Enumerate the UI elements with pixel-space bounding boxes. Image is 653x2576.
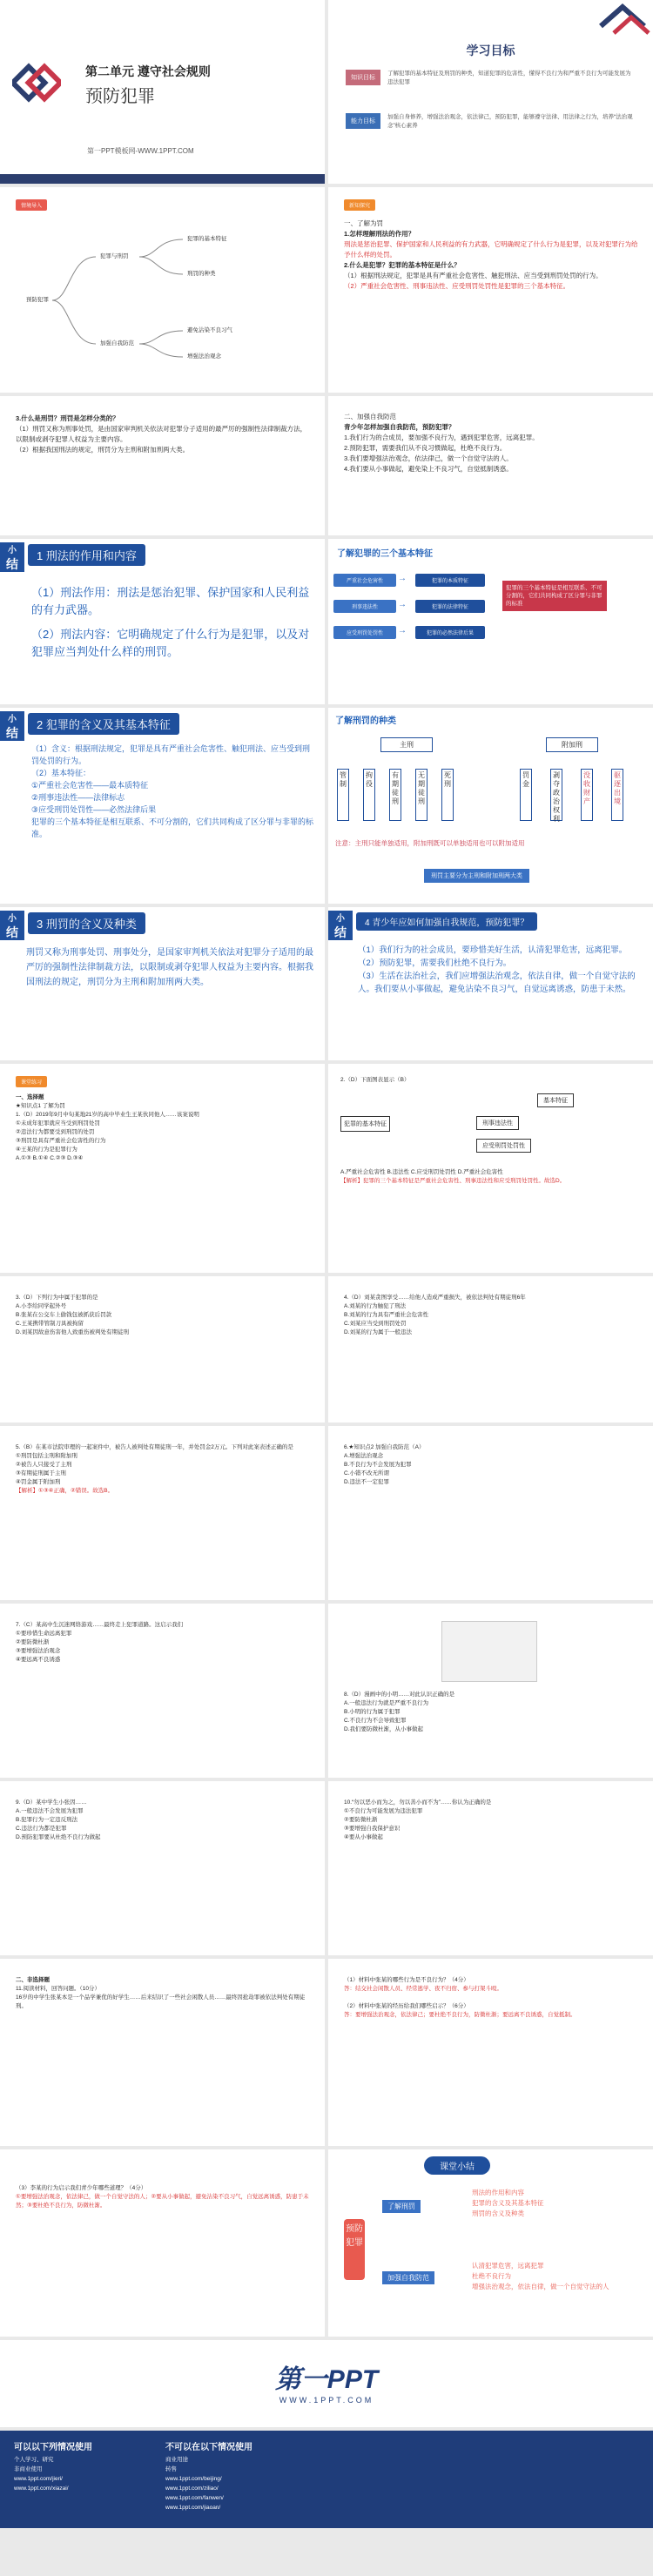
decor-bar bbox=[0, 174, 325, 184]
summary-title: 1 刑法的作用和内容 bbox=[28, 544, 145, 566]
mindmap-root: 预防犯罪 bbox=[344, 2219, 365, 2280]
s6-q: 青少年怎样加强自我防范，预防犯罪？ bbox=[344, 423, 455, 431]
feature-box: 应受刑罚处罚性 bbox=[333, 626, 396, 639]
goals-slide[interactable] bbox=[328, 0, 653, 184]
map-root: 预防犯罪 bbox=[26, 297, 49, 303]
summary2-p2: （2）基本特征： bbox=[31, 769, 91, 777]
ex4-opt: C.刘某应当受到刑罚处罚 bbox=[344, 1321, 407, 1327]
ex4-opt: B.刘某的行为具有严重社会危害性 bbox=[344, 1312, 429, 1318]
ex10-opt: ④要从小事做起 bbox=[344, 1834, 383, 1840]
extra-penalty-label: 附加刑 bbox=[546, 737, 598, 752]
summary-badge: 小 结 bbox=[328, 911, 353, 940]
goal-text: 加强自身修养，增强法治观念，依法律己，预防犯罪，能够遵守法律、用法律之行为，培养“法治观念”核心素养 bbox=[387, 114, 633, 129]
summary-badge: 小 结 bbox=[0, 711, 24, 741]
footer-left-title: 可以以下列情况使用 bbox=[14, 2443, 92, 2452]
penalty-title: 了解刑罚的种类 bbox=[335, 716, 396, 726]
footer-right-line[interactable]: www.1ppt.com/beijing/ bbox=[165, 2476, 222, 2482]
summary2-f1: ①严重社会危害性——最本质特征 bbox=[31, 781, 149, 790]
exercise-13-slide[interactable] bbox=[0, 2149, 325, 2337]
ex11-q: 11.阅读材料，回答问题。（10分） bbox=[16, 1986, 101, 1992]
feature-box: 严重社会危害性 bbox=[333, 574, 396, 587]
section-tag: 新知探究 bbox=[344, 199, 375, 211]
s4-p1: 刑法是惩治犯罪、保护国家和人民利益的有力武器，它明确规定了什么行为是犯罪，以及对犯罪行为给予什么样的处罚。 bbox=[344, 240, 638, 259]
ex6-opt: B.不良行为不会发展为犯罪 bbox=[344, 1462, 412, 1468]
ex13-a: ①要增强法治观念，依法律己，做一个自觉守法的人；②要从小事做起，避免沾染不良习气，自觉远离诱惑，防患于未然；③要杜绝不良行为，防微杜渐。 bbox=[16, 2194, 309, 2209]
ex9-q: 9.（D）某中学生小张因…… bbox=[16, 1799, 87, 1806]
main-penalty-label: 主刑 bbox=[380, 737, 433, 752]
mindmap-leaf: 增强法治观念，依法自律，做一个自觉守法的人 bbox=[472, 2283, 609, 2290]
exercise-1-slide[interactable] bbox=[0, 1064, 325, 1273]
ex5-opt: ②被告人只接受了主刑 bbox=[16, 1462, 72, 1468]
map-branch-1: 犯罪与刑罚 bbox=[100, 253, 129, 259]
ex6-q: 6.★知识点2 加强自我防范（A） bbox=[344, 1444, 425, 1450]
footer-panel bbox=[0, 2431, 653, 2528]
promo-url: WWW.1PPT.COM bbox=[279, 2396, 374, 2404]
section-tag: 情境导入 bbox=[16, 199, 47, 211]
main-item: 死刑 bbox=[441, 769, 454, 821]
promo-banner[interactable] bbox=[0, 2340, 653, 2427]
mindmap-leaf: 杜绝不良行为 bbox=[472, 2272, 511, 2280]
logo-rings-icon bbox=[12, 63, 61, 104]
penalty-note: 注意：主刑只能单独适用，附加刑既可以单独适用也可以附加适用 bbox=[335, 839, 525, 847]
map-leaf: 犯罪的基本特征 bbox=[187, 236, 227, 242]
ex3-opt: B.张某在公交车上偷钱包被抓获后罚款 bbox=[16, 1312, 112, 1318]
ex7-q: 7.（C）某高中生沉迷网络游戏……最终走上犯罪道路。这启示我们 bbox=[16, 1622, 184, 1628]
goal-row-1 bbox=[346, 70, 633, 87]
map-leaf: 增强法治观念 bbox=[187, 353, 221, 360]
ex10-opt: ②要防微杜渐 bbox=[344, 1817, 378, 1823]
ex2-q: 2.（D）下面图表显示（B） bbox=[340, 1077, 410, 1083]
ex2-row: 基本特征 bbox=[537, 1093, 574, 1107]
extra-item: 罚金 bbox=[520, 769, 532, 821]
main-item: 有期徒刑 bbox=[389, 769, 401, 821]
site-url: 第一PPT模板网-WWW.1PPT.COM bbox=[87, 147, 194, 155]
goal-text: 了解犯罪的基本特征及刑罚的种类，知道犯罪的危害性，懂得不良行为和严重不良行为可能发展为违法犯罪 bbox=[387, 71, 631, 85]
penalty-foot: 刑罚主要分为主刑和附加刑两大类 bbox=[424, 869, 529, 883]
lesson-title: 预防犯罪 bbox=[85, 87, 155, 106]
s4-p2b: （2）严重社会危害性、刑事违法性、应受刑罚处罚性是犯罪的三个基本特征。 bbox=[344, 282, 570, 290]
exercise-3-slide[interactable] bbox=[0, 1276, 325, 1423]
summary2-p1: （1）含义：根据刑法规定，犯罪是具有严重社会危害性、触犯刑法、应当受到刑罚处罚的行为。 bbox=[31, 744, 311, 765]
feature-mid: 犯罪的法律特征 bbox=[415, 600, 485, 613]
ex2-row: 应受刑罚处罚性 bbox=[476, 1139, 531, 1153]
summary2-p3: 犯罪的三个基本特征是相互联系、不可分割的，它们共同构成了区分罪与非罪的标准。 bbox=[31, 817, 314, 838]
goal-row-2 bbox=[346, 113, 633, 131]
s6-p2: 2.预防犯罪，需要我们从不良习惯做起，杜绝不良行为。 bbox=[344, 444, 507, 452]
summary4-p3: （3）生活在法治社会，我们应增强法治观念，依法自律，做一个自觉守法的人。我们要从小事做起，避免沾染不良习气，自觉远离诱惑，防患于未然。 bbox=[358, 972, 636, 994]
self-defense-slide[interactable] bbox=[328, 396, 653, 535]
ex2-opts: A.严重社会危害性 B.违法性 C.应受刑罚处罚性 D.严重社会危害性 bbox=[340, 1169, 503, 1175]
penalty-types-slide[interactable] bbox=[328, 708, 653, 904]
cover-slide[interactable] bbox=[0, 0, 325, 184]
ex10-q: 10.“勿以恶小而为之，勿以善小而不为”……你认为正确的是 bbox=[344, 1799, 492, 1806]
exercise-7-slide[interactable] bbox=[0, 1604, 325, 1778]
ex4-opt: D.刘某的行为属于一般违法 bbox=[344, 1329, 412, 1335]
ex1-opt: ②违法行为都要受到刑罚的处罚 bbox=[16, 1129, 95, 1135]
goal-label: 知识目标 bbox=[346, 70, 380, 85]
ex10-opt: ①不良行为可能发展为违法犯罪 bbox=[344, 1808, 423, 1814]
summary2-f3: ③应受刑罚处罚性——必然法律后果 bbox=[31, 805, 157, 814]
ex8-opt: A.一般违法行为就是严重不良行为 bbox=[344, 1700, 429, 1706]
exercise-5-slide[interactable] bbox=[0, 1426, 325, 1600]
ex1-q: 1.（D）2019年9月中旬某地21岁的高中毕业生王某伙同他人……该案说明 bbox=[16, 1112, 199, 1118]
promo-logo: 第一PPT bbox=[274, 2365, 379, 2394]
ex7-opt: ③要增强法治观念 bbox=[16, 1648, 61, 1654]
summary-badge: 小 结 bbox=[0, 542, 24, 572]
exercise-10-slide[interactable] bbox=[328, 1781, 653, 1955]
ex6-opt: C.小错不改无所谓 bbox=[344, 1470, 389, 1476]
ex1-opt: ①未成年犯罪就应当受到刑罚处罚 bbox=[16, 1120, 100, 1127]
ex12-a1: 答：结交社会闲散人员、经常逃学、夜不归宿、参与打架斗殴。 bbox=[344, 1986, 502, 1992]
map-leaf: 刑罚的种类 bbox=[187, 271, 216, 277]
mindmap-leaf: 刑法的作用和内容 bbox=[472, 2189, 524, 2196]
ex5-opt: ③有期徒刑属于主刑 bbox=[16, 1470, 66, 1476]
feature-mid: 犯罪的本质特征 bbox=[415, 574, 485, 587]
summary3-p: 刑罚又称为刑事处罚、刑事处分，是国家审判机关依法对犯罪分子适用的最严厉的强制性法律制裁方法，以限制或剥夺犯罪人权益为主要内容。根据我国刑法的规定，刑罚分为主刑和附加刑两大类。 bbox=[26, 948, 313, 987]
feature-mid: 犯罪的必然法律后果 bbox=[415, 626, 485, 639]
exercise-8-slide[interactable] bbox=[328, 1604, 653, 1778]
mindmap-leaf: 犯罪的含义及其基本特征 bbox=[472, 2199, 544, 2207]
summary4-p1: （1）我们行为的社会成员，要珍惜美好生活，认清犯罪危害，远离犯罪。 bbox=[358, 945, 628, 955]
new-knowledge-slide[interactable] bbox=[328, 187, 653, 393]
ex3-opt: C.王某携带管制刀具被拘留 bbox=[16, 1321, 84, 1327]
s4-title: 一、了解为罚 bbox=[344, 219, 383, 227]
summary-4-slide[interactable] bbox=[328, 907, 653, 1060]
ex5-q: 5.（B）在某市法院审理的一起案件中，被告人被判处有期徒刑一年，并处罚金2万元。下列对此案表述正确的是 bbox=[16, 1444, 293, 1450]
s6-p3: 3.我们要增强法治观念，依法律己，做一个自觉守法的人。 bbox=[344, 454, 513, 462]
goal-label: 能力目标 bbox=[346, 113, 380, 129]
arrow-icon: → bbox=[398, 574, 407, 583]
exercise-2-slide[interactable] bbox=[328, 1064, 653, 1273]
ex5-opt: ①刑罚包括主刑和附加刑 bbox=[16, 1453, 77, 1459]
summary-title: 2 犯罪的含义及其基本特征 bbox=[28, 713, 179, 735]
ex3-opt: D.刘某因故意伤害他人致重伤被判处有期徒刑 bbox=[16, 1329, 129, 1335]
corner-chevron-icon bbox=[592, 0, 653, 35]
ex11-title: 二、非选择题 bbox=[16, 1977, 50, 1983]
summary-title: 3 刑罚的含义及种类 bbox=[28, 912, 145, 934]
ex6-opt: D.违法不一定犯罪 bbox=[344, 1479, 389, 1485]
s4-q1: 1.怎样理解刑法的作用？ bbox=[344, 230, 415, 238]
summary-1-slide[interactable] bbox=[0, 539, 325, 704]
exercise-11-slide[interactable] bbox=[0, 1959, 325, 2146]
feature-box: 刑事违法性 bbox=[333, 600, 396, 613]
cartoon-image bbox=[441, 1621, 537, 1682]
ex1-opt: ③刑罚是具有严重社会危害性的行为 bbox=[16, 1138, 106, 1144]
ex10-opt: ③要增强自我保护意识 bbox=[344, 1826, 401, 1832]
three-features-slide[interactable] bbox=[328, 539, 653, 704]
exercise-9-slide[interactable] bbox=[0, 1781, 325, 1955]
summary-badge: 小 结 bbox=[0, 911, 24, 940]
features-title: 了解犯罪的三个基本特征 bbox=[337, 549, 433, 559]
goals-title: 学习目标 bbox=[466, 44, 515, 57]
summary1-p2: （2）刑法内容：它明确规定了什么行为是犯罪，以及对犯罪应当判处什么样的刑罚。 bbox=[31, 628, 310, 658]
footer-left-line[interactable]: www.1ppt.com/xiazai/ bbox=[14, 2485, 69, 2492]
s4-q2: 2.什么是犯罪？犯罪的基本特征是什么？ bbox=[344, 261, 461, 269]
mindmap-header: 课堂小结 bbox=[424, 2156, 490, 2175]
ex9-opt: C.违法行为都是犯罪 bbox=[16, 1826, 67, 1832]
map-leaf: 避免沾染不良习气 bbox=[187, 327, 232, 333]
exercise-6-slide[interactable] bbox=[328, 1426, 653, 1600]
ex1-sub: ★知识点1 了解为罚 bbox=[16, 1103, 65, 1109]
ex8-opt: B.小明的行为属于犯罪 bbox=[344, 1709, 401, 1715]
ex6-opt: A.增强法治观念 bbox=[344, 1453, 384, 1459]
main-item: 无期徒刑 bbox=[415, 769, 427, 821]
ex1-answers: A.①③ B.①④ C.②③ D.③④ bbox=[16, 1155, 84, 1161]
arrow-icon: → bbox=[398, 600, 407, 609]
main-item: 拘役 bbox=[363, 769, 375, 821]
ex12-a2: 答：要增强法治观念，依法律己；要杜绝不良行为，防微杜渐；要远离不良诱惑，自觉抵制。 bbox=[344, 2012, 576, 2018]
s6-p1: 1.我们行为的合成员，要加强不良行为，遇到犯罪危害，远离犯罪。 bbox=[344, 434, 539, 441]
ex8-opt: C.不良行为不会导致犯罪 bbox=[344, 1718, 407, 1724]
ex12-q1: （1）材料中张某的哪些行为是不良行为？（4分） bbox=[344, 1977, 469, 1983]
ex5-ans: 【解析】①③④正确，②错误。故选B。 bbox=[16, 1488, 114, 1494]
ex2-left: 犯罪的基本特征 bbox=[340, 1116, 390, 1132]
s5-p2: （2）根据我国刑法的规定，刑罚分为主刑和附加刑两大类。 bbox=[16, 446, 190, 454]
extra-item: 驱逐出境 bbox=[611, 769, 623, 821]
ex1-opt: ④王某的行为是犯罪行为 bbox=[16, 1147, 77, 1153]
footer-right-line[interactable]: www.1ppt.com/ziliao/ bbox=[165, 2485, 219, 2492]
s6-p4: 4.我们要从小事做起，避免染上不良习气，自觉抵制诱惑。 bbox=[344, 465, 513, 473]
ex1-title: 一、选择题 bbox=[16, 1094, 44, 1100]
summary2-f2: ②刑事违法性——法律标志 bbox=[31, 793, 125, 802]
mindmap-branch: 加强自我防范 bbox=[382, 2271, 434, 2284]
ex8-opt: D.我们要防微杜渐，从小事做起 bbox=[344, 1726, 423, 1732]
map-branch-2: 加强自我防范 bbox=[100, 340, 134, 346]
s6-title: 二、加强自我防范 bbox=[344, 413, 396, 420]
footer-left-line[interactable]: www.1ppt.com/jieri/ bbox=[14, 2476, 63, 2482]
footer-right-title: 不可以在以下情况使用 bbox=[165, 2443, 252, 2452]
summary-2-slide[interactable] bbox=[0, 708, 325, 904]
footer-right-line[interactable]: 转售 bbox=[165, 2466, 177, 2472]
s5-p1: （1）刑罚又称为刑事处罚，是由国家审判机关依法对犯罪分子适用的最严厉的强制性法律制裁方法，以限制或剥夺犯罪人权益为主要内容。 bbox=[16, 425, 307, 443]
ex2-row: 刑事违法性 bbox=[476, 1116, 519, 1130]
ex7-opt: ④要远离不良诱惑 bbox=[16, 1657, 61, 1663]
ex8-q: 8.（D）漫画中的小明……对此认识正确的是 bbox=[344, 1692, 455, 1698]
mind-map-lines bbox=[0, 187, 325, 393]
footer-right-line[interactable]: www.1ppt.com/fanwen/ bbox=[165, 2495, 224, 2501]
ex9-opt: A.一般违法不会发展为犯罪 bbox=[16, 1808, 84, 1814]
mindmap-branch: 了解刑罚 bbox=[382, 2200, 421, 2213]
summary1-p1: （1）刑法作用：刑法是惩治犯罪、保护国家和人民利益的有力武器。 bbox=[31, 586, 310, 616]
footer-left-line[interactable]: 非商业使用 bbox=[14, 2466, 43, 2472]
ex4-opt: A.刘某的行为触犯了刑法 bbox=[344, 1303, 407, 1309]
ex11-p: 16岁的中学生张某本是一个品学兼优的好学生……后来结识了一些社会闲散人员……最终因抢劫罪被依法判处有期徒刑。 bbox=[16, 1994, 306, 2009]
ex5-opt: ④罚金属于附加刑 bbox=[16, 1479, 61, 1485]
ex3-q: 3.（D）下列行为中属于犯罪的是 bbox=[16, 1295, 98, 1301]
section-tag: 课堂练习 bbox=[16, 1076, 47, 1087]
ex2-ans: 【解析】犯罪的三个基本特征是严重社会危害性、刑事违法性和应受刑罚处罚性。故选D。 bbox=[340, 1178, 566, 1184]
summary-3-slide[interactable] bbox=[0, 907, 325, 1060]
ex13-q: （3）李某的行为启示我们青少年哪些道理？（4分） bbox=[16, 2185, 147, 2191]
ex9-opt: B.犯罪行为一定违反刑法 bbox=[16, 1817, 78, 1823]
extra-item: 没收财产 bbox=[581, 769, 593, 821]
s5-q: 3.什么是刑罚？刑罚是怎样分类的？ bbox=[16, 414, 119, 422]
ex7-opt: ①要珍惜生命远离犯罪 bbox=[16, 1631, 72, 1637]
feature-result: 犯罪的三个基本特征是相互联系、不可分割的，它们共同构成了区分罪与非罪的标准 bbox=[502, 581, 607, 611]
ex12-q2: （2）材料中张某的经历给我们哪些启示？（6分） bbox=[344, 2003, 469, 2009]
class-summary-slide[interactable] bbox=[328, 2149, 653, 2337]
ex7-opt: ②要防微杜渐 bbox=[16, 1639, 50, 1645]
arrow-icon: → bbox=[398, 626, 407, 636]
s4-p2a: （1）根据刑法规定，犯罪是具有严重社会危害性、触犯刑法、应当受到刑罚处罚的行为。 bbox=[344, 272, 603, 279]
ex4-q: 4.（D）刘某贪图享受……给他人造成严重损失，被依法判处有期徒刑6年 bbox=[344, 1295, 526, 1301]
unit-title: 第二单元 遵守社会规则 bbox=[85, 64, 211, 78]
penalty-def-slide[interactable] bbox=[0, 396, 325, 535]
footer-right-line[interactable]: www.1ppt.com/jiaoan/ bbox=[165, 2505, 221, 2511]
summary4-p2: （2）预防犯罪，需要我们杜绝不良行为。 bbox=[358, 958, 512, 968]
mindmap-leaf: 认清犯罪危害，远离犯罪 bbox=[472, 2262, 544, 2270]
footer-right-line[interactable]: 商业用途 bbox=[165, 2457, 188, 2463]
intro-map-slide[interactable] bbox=[0, 187, 325, 393]
mindmap-leaf: 刑罚的含义及种类 bbox=[472, 2209, 524, 2217]
main-item: 管制 bbox=[337, 769, 349, 821]
extra-item: 剥夺政治权利 bbox=[550, 769, 562, 821]
exercise-12-slide[interactable] bbox=[328, 1959, 653, 2146]
footer-left-line[interactable]: 个人学习、研究 bbox=[14, 2457, 54, 2463]
summary-title: 4 青少年应如何加强自我规范，预防犯罪？ bbox=[356, 912, 537, 931]
exercise-4-slide[interactable] bbox=[328, 1276, 653, 1423]
ex9-opt: D.预防犯罪要从杜绝不良行为做起 bbox=[16, 1834, 101, 1840]
s4-body bbox=[344, 219, 640, 292]
ex3-opt: A.小李给同学起外号 bbox=[16, 1303, 67, 1309]
